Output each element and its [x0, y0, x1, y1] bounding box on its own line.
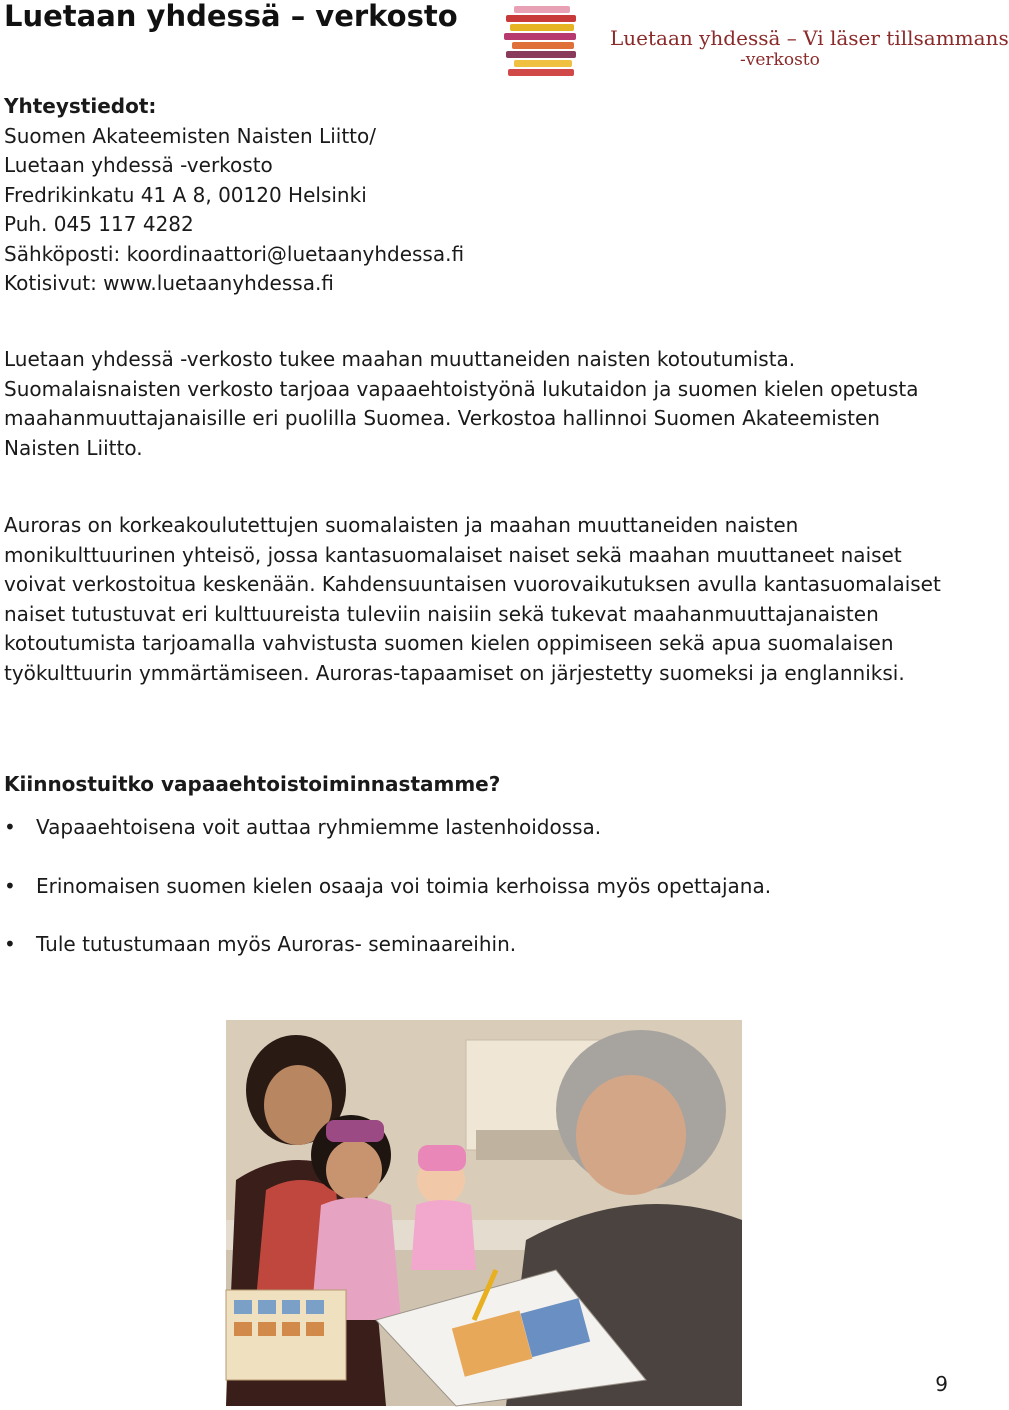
photo-reading-together	[226, 1020, 742, 1406]
list-item-text: Vapaaehtoisena voit auttaa ryhmiemme lastenhoidossa.	[36, 815, 602, 839]
contact-address: Fredrikinkatu 41 A 8, 00120 Helsinki	[4, 182, 367, 207]
photo-illustration	[226, 1020, 742, 1406]
books-stack-icon	[500, 4, 590, 84]
logo-text: Luetaan yhdessä – Vi läser tillsammans	[610, 26, 1009, 50]
page-title: Luetaan yhdessä – verkosto	[4, 0, 458, 33]
contact-info	[4, 92, 464, 299]
page-number: 9	[935, 1372, 948, 1396]
contact-organization: Suomen Akateemisten Naisten Liitto/	[4, 123, 376, 148]
volunteer-heading: Kiinnostuitko vapaaehtoistoiminnastamme?	[4, 772, 501, 796]
bullet-icon: •	[4, 932, 16, 956]
network-logo	[500, 4, 1009, 84]
contact-network: Luetaan yhdessä -verkosto	[4, 153, 273, 177]
list-item-text: Tule tutustumaan myös Auroras- seminaareihin.	[36, 932, 517, 956]
list-item-text: Erinomaisen suomen kielen osaaja voi toimia kerhoissa myös opettajana.	[36, 873, 772, 898]
logo-subtext: -verkosto	[740, 50, 820, 70]
contact-phone: Puh. 045 117 4282	[4, 212, 194, 236]
contact-website: Kotisivut: www.luetaanyhdessa.fi	[4, 271, 334, 295]
contact-heading: Yhteystiedot:	[4, 94, 157, 118]
auroras-paragraph: Auroras on korkeakoulutettujen suomalaisten ja maahan muuttaneiden naisten monikulttuurinen yhteisö, jossa kantasuomalaiset naiset sekä maahan muuttaneet naiset voivat verkostoitua keskenään. Kahdensuuntaisen vuorovaikutuksen avulla kantasuomalaiset naiset tutustuvat eri kulttuureista tuleviin naisiin sekä tukevat maahanmuuttajanaisten kotoutumista tarjoamalla vahvistusta suomen kielen oppimiseen sekä apua suomalaisen työkulttuurin ymmärtämiseen. Auroras-tapaamiset on järjestetty suomeksi ja englanniksi.	[4, 513, 941, 685]
bullet-icon: •	[4, 873, 16, 898]
contact-email: Sähköposti: koordinaattori@luetaanyhdessa.fi	[4, 241, 465, 266]
intro-paragraph: Luetaan yhdessä -verkosto tukee maahan muuttaneiden naisten kotoutumista. Suomalaisnaisten verkosto tarjoaa vapaaehtoistyönä lukutaidon ja suomen kielen opetusta maahanmuuttajanaisille eri puolilla Suomea. Verkostoa hallinnoi Suomen Akateemisten Naisten Liitto.	[4, 347, 919, 460]
bullet-icon: •	[4, 815, 16, 839]
